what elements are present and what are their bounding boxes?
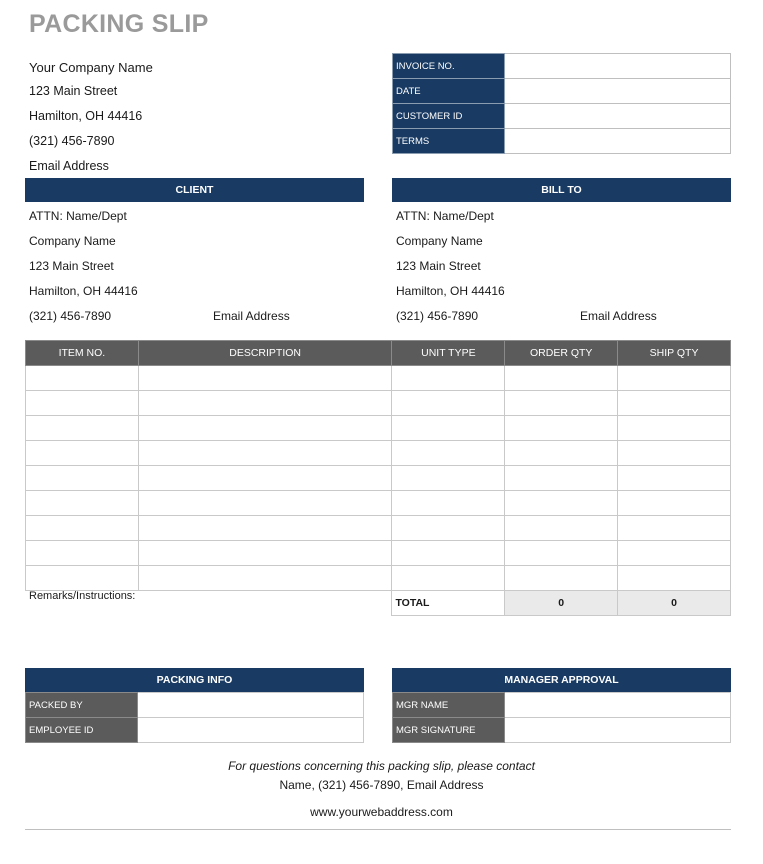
date-label: DATE <box>393 79 505 104</box>
invoice-no-label: INVOICE NO. <box>393 54 505 79</box>
date-field[interactable] <box>505 79 731 104</box>
company-email: Email Address <box>29 159 109 173</box>
item-no-cell[interactable] <box>26 466 139 491</box>
ship-qty-cell[interactable] <box>618 541 731 566</box>
unit-type-cell[interactable] <box>392 491 505 516</box>
order-qty-cell[interactable] <box>505 366 618 391</box>
mgr-name-field[interactable] <box>505 693 731 718</box>
bill-to-company: Company Name <box>396 234 483 248</box>
ship-qty-cell[interactable] <box>618 391 731 416</box>
employee-id-field[interactable] <box>138 718 364 743</box>
table-row <box>26 466 731 491</box>
mgr-signature-field[interactable] <box>505 718 731 743</box>
client-city: Hamilton, OH 44416 <box>29 284 138 298</box>
ship-qty-cell[interactable] <box>618 366 731 391</box>
employee-id-label: EMPLOYEE ID <box>26 718 138 743</box>
bill-to-email: Email Address <box>580 309 657 323</box>
description-cell[interactable] <box>138 366 392 391</box>
item-no-cell[interactable] <box>26 541 139 566</box>
ship-qty-cell[interactable] <box>618 416 731 441</box>
ship-qty-cell[interactable] <box>618 516 731 541</box>
footer-divider <box>25 829 731 830</box>
table-row <box>26 566 731 591</box>
table-row <box>26 366 731 391</box>
customer-id-label: CUSTOMER ID <box>393 104 505 129</box>
client-header: CLIENT <box>25 178 364 202</box>
client-email: Email Address <box>213 309 290 323</box>
order-qty-cell[interactable] <box>505 541 618 566</box>
col-unit-type: UNIT TYPE <box>392 341 505 366</box>
customer-id-field[interactable] <box>505 104 731 129</box>
manager-approval-header: MANAGER APPROVAL <box>392 668 731 692</box>
description-cell[interactable] <box>138 566 392 591</box>
table-row <box>26 416 731 441</box>
mgr-name-label: MGR NAME <box>393 693 505 718</box>
remarks-label: Remarks/Instructions: <box>29 590 136 602</box>
col-description: DESCRIPTION <box>138 341 392 366</box>
ship-qty-cell[interactable] <box>618 566 731 591</box>
ship-qty-cell[interactable] <box>618 466 731 491</box>
total-label: TOTAL <box>392 591 505 616</box>
footer-contact-note: For questions concerning this packing slip, please contact <box>228 759 535 773</box>
description-cell[interactable] <box>138 416 392 441</box>
description-cell[interactable] <box>138 516 392 541</box>
items-table <box>25 340 731 616</box>
table-row <box>26 541 731 566</box>
terms-label: TERMS <box>393 129 505 154</box>
unit-type-cell[interactable] <box>392 466 505 491</box>
packing-info-header: PACKING INFO <box>25 668 364 692</box>
unit-type-cell[interactable] <box>392 366 505 391</box>
total-ship-qty: 0 <box>618 591 731 616</box>
bill-to-attn: ATTN: Name/Dept <box>396 209 494 223</box>
order-qty-cell[interactable] <box>505 441 618 466</box>
bill-to-phone: (321) 456-7890 <box>396 309 479 323</box>
col-item-no: ITEM NO. <box>26 341 139 366</box>
footer-contact-details: Name, (321) 456-7890, Email Address <box>279 778 484 792</box>
unit-type-cell[interactable] <box>392 441 505 466</box>
bill-to-city: Hamilton, OH 44416 <box>396 284 505 298</box>
terms-field[interactable] <box>505 129 731 154</box>
table-row <box>26 516 731 541</box>
description-cell[interactable] <box>138 441 392 466</box>
order-qty-cell[interactable] <box>505 491 618 516</box>
client-street: 123 Main Street <box>29 259 114 273</box>
item-no-cell[interactable] <box>26 516 139 541</box>
item-no-cell[interactable] <box>26 366 139 391</box>
order-qty-cell[interactable] <box>505 416 618 441</box>
company-name: Your Company Name <box>29 60 153 75</box>
page-title: PACKING SLIP <box>29 10 209 38</box>
unit-type-cell[interactable] <box>392 541 505 566</box>
table-row <box>26 391 731 416</box>
packed-by-label: PACKED BY <box>26 693 138 718</box>
unit-type-cell[interactable] <box>392 416 505 441</box>
col-order-qty: ORDER QTY <box>505 341 618 366</box>
invoice-no-field[interactable] <box>505 54 731 79</box>
order-qty-cell[interactable] <box>505 516 618 541</box>
company-street: 123 Main Street <box>29 84 118 98</box>
order-qty-cell[interactable] <box>505 391 618 416</box>
description-cell[interactable] <box>138 491 392 516</box>
description-cell[interactable] <box>138 391 392 416</box>
ship-qty-cell[interactable] <box>618 441 731 466</box>
company-phone: (321) 456-7890 <box>29 134 115 148</box>
table-row <box>26 491 731 516</box>
packing-info-table <box>25 692 364 743</box>
item-no-cell[interactable] <box>26 391 139 416</box>
unit-type-cell[interactable] <box>392 566 505 591</box>
order-qty-cell[interactable] <box>505 566 618 591</box>
unit-type-cell[interactable] <box>392 516 505 541</box>
unit-type-cell[interactable] <box>392 391 505 416</box>
invoice-info-table <box>392 53 731 154</box>
order-qty-cell[interactable] <box>505 466 618 491</box>
item-no-cell[interactable] <box>26 566 139 591</box>
total-order-qty: 0 <box>505 591 618 616</box>
col-ship-qty: SHIP QTY <box>618 341 731 366</box>
footer-website: www.yourwebaddress.com <box>310 805 453 819</box>
client-phone: (321) 456-7890 <box>29 309 112 323</box>
table-row <box>26 441 731 466</box>
description-cell[interactable] <box>138 541 392 566</box>
item-no-cell[interactable] <box>26 416 139 441</box>
mgr-signature-label: MGR SIGNATURE <box>393 718 505 743</box>
company-city: Hamilton, OH 44416 <box>29 109 143 123</box>
client-attn: ATTN: Name/Dept <box>29 209 127 223</box>
client-company: Company Name <box>29 234 116 248</box>
item-no-cell[interactable] <box>26 441 139 466</box>
blank-cell <box>138 591 392 616</box>
item-no-cell[interactable] <box>26 491 139 516</box>
bill-to-street: 123 Main Street <box>396 259 481 273</box>
bill-to-header: BILL TO <box>392 178 731 202</box>
packed-by-field[interactable] <box>138 693 364 718</box>
description-cell[interactable] <box>138 466 392 491</box>
manager-approval-table <box>392 692 731 743</box>
ship-qty-cell[interactable] <box>618 491 731 516</box>
